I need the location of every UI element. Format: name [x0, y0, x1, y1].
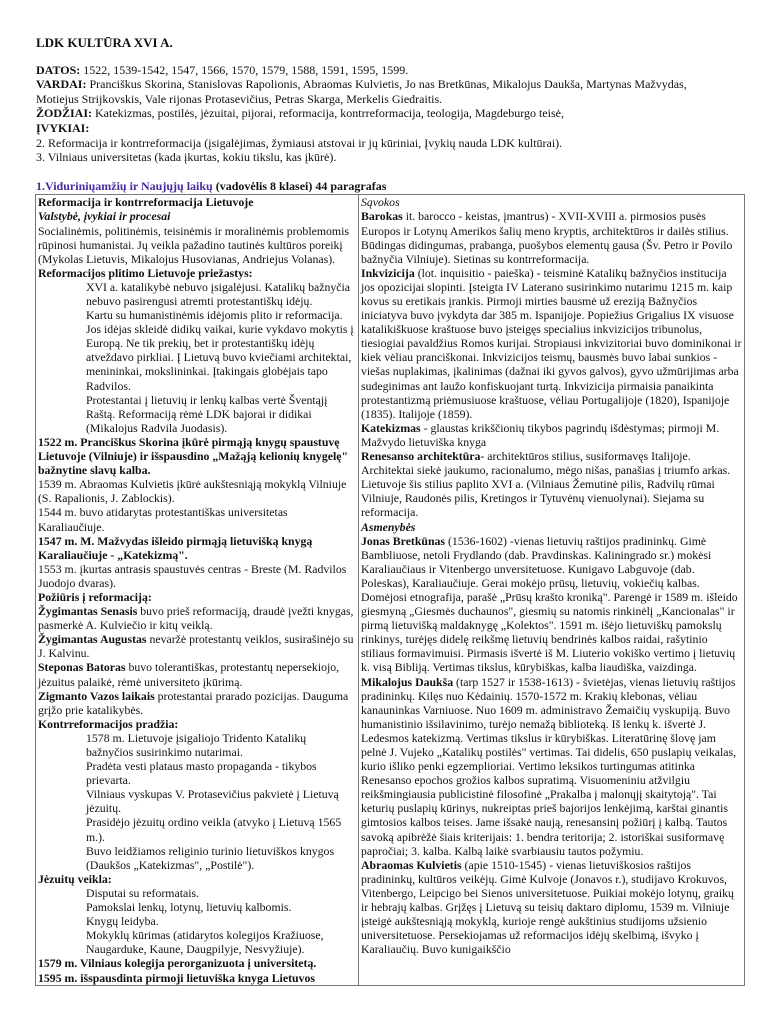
meta-block [36, 63, 732, 165]
left-paragraph: Protestantai į lietuvių ir lenkų kalbas vertė Šventąjį Raštą. Reformaciją rėmė LDK bajorai ir didikai (Mikalojus Radvila Juodasis). [86, 392, 328, 435]
section-title-rest: (vadovėlis 8 klasei) 44 paragrafas [212, 178, 387, 193]
left-paragraph: Jėzuitų veikla: [38, 871, 112, 886]
right-text: - architektūros stilius, susiformavęs Italijoje. Architektai siekė jaukumo, racionalumo, mėgo nišas, panašias į triumfo arkas. Lietuvoje šis stilius paplito XVI a. (Vilniaus Žemutinė pilis, Radvilų rūmai Vilniuje, Raudonės pilis, Kretingos ir Tytuvėnų vienuolynai). Siejama su reformacija. [361, 449, 731, 520]
notes-table [35, 194, 745, 985]
left-paragraph: Reformacija ir kontrreformacija Lietuvoje [38, 195, 254, 210]
right-text: (1536-1602) -vienas lietuvių raštijos pradininkų. Gimė Bambliuose, netoli Frydlando (dab. Pravdinskas. Kaliningrado sr.) mokėsi Karaliaučiaus ir Vitenbergo unversitetuose. Kunigavo Labguvoje (dab. Poleskas), Karaliaučiuje. Gerai mokėjo prūsų, lietuvių, vokiečių kalbas. Domėjosi etnografija, parašė „Prūsų krašto kroniką". Parengė ir 1589 m. išleido giesmyną „Giesmės duchaunos", giesmių su natomis rinkinėlį „Kancionalas" ir pirmą lietuvišką maldaknygę „Kolektos". 1591 m. išėjo lietuviškų pamokslų rinkinys, turėjęs didelę reikšmę lietuvių bendrinės kalbos raidai, rašytinio stiliaus formavimuisi. Pirmasis išvertė iš M. Liuterio vokiško vertimo į lietuvių k. visą Bibliją. Vertimas tikslus, kūrybiškas, kalba liaudiška, vaizdinga. [361, 533, 738, 675]
right-term: Abraomas Kulvietis [361, 857, 462, 872]
right-term: Jonas Bretkūnas [361, 533, 446, 548]
left-paragraph: 1547 m. M. Mažvydas išleido pirmąją lietuvišką knygą Karaliaučiuje - „Katekizmą". [38, 533, 313, 562]
left-paragraph: 1595 m. išspausdinta pirmoji lietuviška knyga Lietuvos [38, 970, 315, 985]
right-paragraph [361, 449, 742, 519]
left-paragraph: Prasidėjo jėzuitų ordino veikla (atvyko į Lietuvą 1565 m.). [86, 815, 342, 844]
left-term: Žygimantas Augustas [38, 632, 147, 647]
left-paragraph: Buvo leidžiamos religinio turinio lietuviškos knygos (Daukšos „Katekizmas", „Postilė"). [86, 843, 335, 872]
left-paragraph: Kontrreformacijos pradžia: [38, 716, 179, 731]
right-paragraph: Sąvokos [361, 195, 400, 210]
datos-text: 1522, 1539-1542, 1547, 1566, 1570, 1579, 1588, 1591, 1595, 1599. [80, 62, 409, 77]
left-paragraph: 1544 m. buvo atidarytas protestantiškas universitetas Karaliaučiuje. [38, 505, 288, 534]
ivykiai-item-3: 3. Vilniaus universitetas (kada įkurtas, kokiu tikslu, kas įkūrė). [36, 150, 337, 165]
left-paragraph: Pamokslai lenkų, lotynų, lietuvių kalbomis. [86, 900, 292, 915]
left-term: Steponas Batoras [38, 660, 126, 675]
left-paragraph: Disputai su reformatais. [86, 885, 200, 900]
ivykiai-label: ĮVYKIAI: [36, 120, 90, 135]
zodziai-text: Katekizmas, postilės, jėzuitai, pijorai, reformacija, kontrreformacija, teologija, Magdeburgo teisė, [92, 106, 564, 121]
left-text: nevaržė protestantų veiklos, susirašinėjo su J. Kalvinu. [38, 632, 354, 661]
left-paragraph [38, 660, 356, 688]
left-paragraph: 1579 m. Vilniaus kolegija perorganizuota į universitetą. [38, 956, 317, 971]
right-term: Renesanso architektūra [361, 449, 481, 464]
right-paragraph [361, 534, 742, 675]
right-term: Barokas [361, 209, 403, 224]
right-paragraph [361, 209, 742, 265]
right-column [359, 195, 745, 985]
table-row [36, 195, 745, 985]
ivykiai-item-2: 2. Reformacija ir kontrreformacija (įsigalėjimas, žymiausi atstovai ir jų kūriniai, Įvykių nauda LDK kultūrai). [36, 135, 563, 150]
right-paragraph [361, 675, 742, 858]
right-text: - glaustas krikščionių tikybos pagrindų išdėstymas; pirmoji M. Mažvydo lietuviška knyga [361, 420, 720, 449]
left-paragraph: Požiūris į reformaciją: [38, 589, 152, 604]
zodziai-line [36, 106, 732, 121]
left-column [36, 195, 359, 985]
left-paragraph: 1539 m. Abraomas Kulvietis įkūrė aukštesniąją mokyklą Vilniuje (S. Rapalionis, J. Zablockis). [38, 477, 347, 506]
datos-label: DATOS: [36, 62, 81, 77]
left-text: buvo prieš reformaciją, draudė įvežti knygas, pasmerkė A. Kulviečio ir kitų veiklą. [38, 604, 354, 633]
right-text: it. barocco - keistas, įmantrus) - XVII-XVIII a. pirmosios pusės Europos ir Lotynų Amerikos šalių meno kryptis, architektūros ir dailės stilius. Būdingas didingumas, prabanga, puošybos elementų gausa (Šv. Petro ir Povilo bažnyčia Vilniuje). Sietinas su kontrreformacija. [361, 209, 733, 266]
right-text: (lot. inquisitio - paieška) - teisminė Katalikų bažnyčios institucija jos opozicijai slopinti. Įsteigta IV Laterano susirinkimo nutarimu 1215 m. kaip kovus su eretikais įrankis. Pirmoji mirties bausmė už ereziją Bažnyčios iniciatyva buvo įvykdyta dar 385 m. Ispanijoje. Popiežius Grigalius IX visuose katalikiškuose kraštuose buvo įsteigęs specialius inkvizicijos tribunolus, tiesiogiai pavaldžius Romos kurijai. Stropiausi inkvizitoriai buvo dominikonai ir kiek vėliau pranciškonai. Inkvizicijos teismų, bausmės buvo labai sunkios - viešas nuplakimas, įkalinimas (dažnai iki gyvos galvos), gyvo užmūrijimas arba sudeginimas ant laužo konfiskuojant turtą. Inkvizicija pirmaisia panaikinta protestantizmą priėmusiuose kraštuose, vėliau Portugalijoje (1820), Ispanijoje (1835). Italijoje (1859). [361, 265, 742, 421]
left-paragraph: Kartu su humanistinėmis idėjomis plito ir reformacija. Jos idėjas skleidė didikų vaikai, kurie vykdavo mokytis į Europą. Ne tik prekių, bet ir protestantiškų idėjų atveždavo pirkliai. Į Lietuvą buvo kviečiami architektai, menininkai, mokslininkai. Įtakingais globėjais tapo Radvilos. [86, 308, 354, 393]
left-paragraph: Valstybė, įvykiai ir procesai [38, 209, 171, 224]
left-paragraph: 1522 m. Pranciškus Skorina įkūrė pirmąją knygų spaustuvę Lietuvoje (Vilniuje) ir išspausdino „Mažąją kelionių knygelę" bažnytine slavų kalba. [38, 434, 349, 478]
section-title [36, 179, 732, 194]
left-paragraph: Socialinėmis, politinėmis, teisinėmis ir moralinėmis problemomis rūpinosi humanistai. Jų veikla pažadino tautinės kultūros poreikį (Mykolas Lietuvis, Mikalojus Husovianas, Andriejus Volanas). [38, 223, 349, 266]
right-term: Katekizmas [361, 420, 421, 435]
left-paragraph: Vilniaus vyskupas V. Protasevičius pakvietė į Lietuvą jėzuitų. [86, 787, 339, 816]
vardai-label: VARDAI: [36, 77, 87, 92]
left-term: Zigmanto Vazos laikais [38, 688, 155, 703]
left-paragraph: XVI a. katalikybė nebuvo įsigalėjusi. Katalikų bažnyčia nebuvo pasirengusi atremti protestantiškų idėjų. [86, 279, 351, 308]
left-paragraph: Reformacijos plitimo Lietuvoje priežastys: [38, 265, 253, 280]
section-title-link[interactable]: 1.Viduriniųamžių ir Naujųjų laikų [36, 178, 213, 193]
left-paragraph: Knygų leidyba. [86, 914, 159, 929]
right-text: (apie 1510-1545) - vienas lietuviškosios raštijos pradininkų, kultūros veikėjų. Gimė Kulvoje (Jonavos r.), studijavo Krokuvos, Vitenbergo, Leipcigo bei Sienos universitetuose. Puikiai mokėjo lotynų, graikų ir hebrajų kalbas. Grįžęs į Lietuvą su teisių daktaro diplomu, 1539 m. Vilniuje įsteigė aukštesniąją mokyklą, kurioje rengė aukštinius studijoms užsienio universitetuose. Persekiojamas už reformacijos idėjų skelbimą, išvyko į Karaliaučių. Buvo kunigaikščio [361, 857, 734, 957]
left-paragraph [38, 632, 356, 660]
right-paragraph: Asmenybės [361, 519, 416, 534]
left-paragraph: 1578 m. Lietuvoje įsigaliojo Tridento Katalikų bažnyčios susirinkimo nutarimai. [86, 730, 307, 759]
left-text: protestantai prarado pozicijas. Dauguma grįžo prie katalikybės. [38, 688, 349, 717]
right-paragraph [361, 266, 742, 421]
left-paragraph: Mokyklų kūrimas (atidarytos kolegijos Kražiuose, Naugarduke, Kaune, Daugpilyje, Nesvyžiuje). [86, 928, 324, 957]
right-text: (tarp 1527 ir 1538-1613) - švietėjas, vienas lietuvių raštijos pradininkų. Kilęs nuo Kėdainių. 1570-1572 m. Krakių klebonas, vėliau kanauninkas Varniuose. Nuo 1609 m. administravo Žemaičių vyskupiją. Buvo humanistinio išsilavinimo, turėjo nemažą biblioteką. Iš lenkų k. išvertė J. Ledesmos katekizmą. Vertimas tikslus ir kūrybiškas. Literatūrinę šlovę jam pelnė J. Vujeko „Katalikų postilės" vertimas. Tai didelis, 650 puslapių veikalas, kurio išliko penki egzemplioriai. Vertimo leksikos turtingumas atitinka Renesanso epochos grožios kalbos supratimą. Visuomeniniu atžvilgiu reikšmingiausia publicistinė filosofinė „Prakalba į malonųjį skaitytoją". Tai keturių puslapių kūrinys, nukreiptas prieš bajorijos lenkėjimą, karštai ginantis gimtosios kalbos teises. Jame išsakė naują, renesansinį požiūrį į kalbą. Tautos savoką apibrėžė šiais kriterijais: 1. bendra teritorija; 2. istoriškai susiformavę papročiai; 3. kalba. Kalbą laikė svarbiausiu tautos požymiu. [361, 674, 737, 858]
right-term: Mikalojus Daukša [361, 674, 454, 689]
left-paragraph: 1553 m. įkurtas antrasis spaustuvės centras - Breste (M. Radvilos Juodojo dvaras). [38, 561, 347, 590]
left-term: Žygimantas Senasis [38, 604, 138, 619]
right-paragraph [361, 858, 742, 957]
zodziai-label: ŽODŽIAI: [36, 106, 93, 121]
right-term: Inkvizicija [361, 265, 415, 280]
document-page [36, 35, 742, 986]
right-paragraph [361, 421, 742, 449]
vardai-text: Pranciškus Skorina, Stanislovas Rapolionis, Abraomas Kulvietis, Jo nas Bretkūnas, Mikalojus Daukša, Martynas Mažvydas, Motiejus Strijkovskis, Vale rijonas Protasevičius, Petras Skarga, Merkelis Giedraitis. [36, 77, 687, 106]
left-paragraph [38, 689, 356, 717]
vardai-line [36, 77, 732, 106]
left-text: buvo tolerantiškas, protestantų nepersekiojo, jėzuitus palaikė, rėmė universiteto įkūrimą. [38, 660, 340, 689]
datos-line [36, 63, 732, 78]
ivykiai-line [36, 121, 732, 136]
left-paragraph: Pradėta vesti plataus masto propaganda - tikybos prievarta. [86, 759, 317, 788]
left-paragraph [38, 604, 356, 632]
page-title: LDK KULTŪRA XVI A. [36, 35, 173, 50]
